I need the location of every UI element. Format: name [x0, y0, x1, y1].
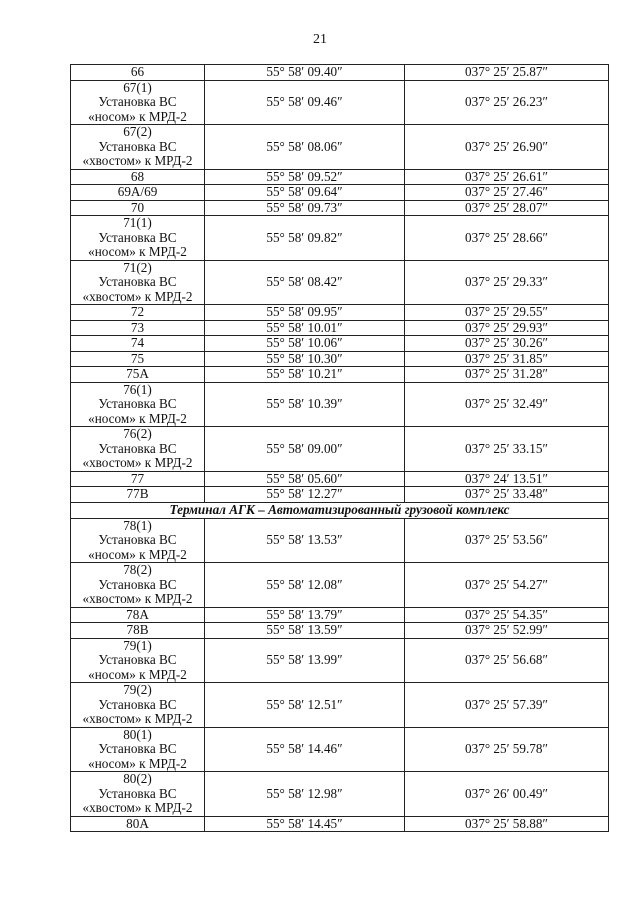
- point-note-line: «носом» к МРД-2: [88, 755, 187, 771]
- point-note-line: Установка ВС: [98, 229, 177, 245]
- point-id-cell: [71, 125, 205, 170]
- latitude-cell: 55° 58′ 13.59″: [205, 623, 405, 639]
- longitude-cell: 037° 25′ 33.48″: [405, 487, 609, 503]
- section-title: Терминал АГК – Автоматизированный грузовой комплекс: [71, 502, 609, 518]
- point-note-line: Установка ВС: [98, 396, 177, 411]
- point-id-cell: [71, 169, 205, 185]
- table-row: [71, 320, 609, 336]
- point-id: 73: [130, 319, 145, 335]
- point-id-cell: [71, 200, 205, 216]
- table-row: [71, 638, 609, 683]
- point-note-line: «хвостом» к МРД-2: [82, 711, 193, 726]
- longitude-cell: 037° 25′ 26.61″: [405, 169, 609, 185]
- point-note-line: Установка ВС: [98, 696, 177, 712]
- longitude-cell: 037° 25′ 59.78″: [405, 727, 609, 772]
- point-id: 67(1): [123, 79, 152, 95]
- point-id: 79(1): [123, 637, 152, 653]
- point-id-cell: [71, 260, 205, 305]
- point-id-cell: [71, 816, 205, 832]
- point-id: 69А/69: [117, 184, 158, 199]
- table-row: [71, 125, 609, 170]
- point-id: 67(2): [123, 124, 152, 139]
- longitude-cell: 037° 25′ 53.56″: [405, 518, 609, 563]
- latitude-cell: 55° 58′ 09.82″: [205, 216, 405, 261]
- point-id-cell: [71, 216, 205, 261]
- latitude-cell: 55° 58′ 13.99″: [205, 638, 405, 683]
- point-note-line: «хвостом» к МРД-2: [82, 455, 193, 470]
- latitude-cell: 55° 58′ 14.46″: [205, 727, 405, 772]
- point-id: 66: [130, 64, 145, 79]
- table-row: [71, 200, 609, 216]
- point-note-line: «хвостом» к МРД-2: [82, 153, 193, 168]
- point-id: 71(2): [123, 259, 152, 275]
- latitude-cell: 55° 58′ 09.64″: [205, 185, 405, 201]
- point-id: 78В: [126, 622, 149, 637]
- point-note-line: «носом» к МРД-2: [88, 244, 187, 259]
- point-id: 76(2): [123, 426, 152, 441]
- table-row: [71, 260, 609, 305]
- table-row: [71, 471, 609, 487]
- point-id-cell: [71, 185, 205, 201]
- table-row: [71, 518, 609, 563]
- table-row: [71, 607, 609, 623]
- point-note-line: Установка ВС: [98, 138, 177, 154]
- latitude-cell: 55° 58′ 10.06″: [205, 336, 405, 352]
- point-id-cell: [71, 336, 205, 352]
- point-note-line: «носом» к МРД-2: [88, 108, 187, 124]
- latitude-cell: 55° 58′ 10.21″: [205, 367, 405, 383]
- point-id: 78(2): [123, 562, 152, 577]
- point-id: 75: [130, 350, 145, 366]
- longitude-cell: 037° 25′ 29.55″: [405, 305, 609, 321]
- latitude-cell: 55° 58′ 09.73″: [205, 200, 405, 216]
- point-id-cell: [71, 607, 205, 623]
- latitude-cell: 55° 58′ 12.08″: [205, 563, 405, 608]
- point-id-cell: [71, 427, 205, 472]
- longitude-cell: 037° 26′ 00.49″: [405, 772, 609, 817]
- point-id-cell: [71, 367, 205, 383]
- longitude-cell: 037° 25′ 27.46″: [405, 185, 609, 201]
- longitude-cell: 037° 25′ 33.15″: [405, 427, 609, 472]
- coordinates-table-body: [71, 65, 609, 832]
- table-row: [71, 623, 609, 639]
- point-note-line: Установка ВС: [98, 741, 177, 756]
- longitude-cell: 037° 25′ 31.85″: [405, 351, 609, 367]
- point-id: 80А: [126, 815, 149, 831]
- point-id-cell: [71, 487, 205, 503]
- point-note-line: Установка ВС: [98, 652, 177, 667]
- point-id: 68: [130, 168, 145, 184]
- point-id: 78(1): [123, 517, 152, 533]
- point-id-cell: [71, 772, 205, 817]
- table-row: [71, 563, 609, 608]
- latitude-cell: 55° 58′ 10.39″: [205, 382, 405, 427]
- point-id-cell: [71, 305, 205, 321]
- longitude-cell: 037° 25′ 28.66″: [405, 216, 609, 261]
- longitude-cell: 037° 25′ 31.28″: [405, 367, 609, 383]
- point-id-cell: [71, 683, 205, 728]
- latitude-cell: 55° 58′ 10.01″: [205, 320, 405, 336]
- table-row: [71, 80, 609, 125]
- point-id: 77: [130, 470, 145, 486]
- page-number: 21: [313, 32, 327, 47]
- table-row: [71, 487, 609, 503]
- point-id: 80(2): [123, 771, 152, 786]
- point-id-cell: [71, 351, 205, 367]
- table-row: [71, 367, 609, 383]
- table-row: [71, 772, 609, 817]
- table-row: [71, 185, 609, 201]
- point-id: 75А: [126, 366, 149, 381]
- point-id: 77В: [126, 486, 149, 501]
- point-id: 79(2): [123, 682, 152, 697]
- longitude-cell: 037° 25′ 29.93″: [405, 320, 609, 336]
- table-row: [71, 727, 609, 772]
- point-note-line: «носом» к МРД-2: [88, 546, 187, 562]
- longitude-cell: 037° 24′ 13.51″: [405, 471, 609, 487]
- latitude-cell: 55° 58′ 05.60″: [205, 471, 405, 487]
- latitude-cell: 55° 58′ 09.52″: [205, 169, 405, 185]
- longitude-cell: 037° 25′ 32.49″: [405, 382, 609, 427]
- point-note-line: «хвостом» к МРД-2: [82, 288, 193, 304]
- section-header-row: [71, 502, 609, 518]
- point-id: 76(1): [123, 381, 152, 397]
- longitude-cell: 037° 25′ 25.87″: [405, 65, 609, 81]
- latitude-cell: 55° 58′ 12.98″: [205, 772, 405, 817]
- point-note-line: «носом» к МРД-2: [88, 666, 187, 682]
- point-id: 80(1): [123, 726, 152, 742]
- point-id-cell: [71, 727, 205, 772]
- point-id-cell: [71, 623, 205, 639]
- latitude-cell: 55° 58′ 09.40″: [205, 65, 405, 81]
- longitude-cell: 037° 25′ 56.68″: [405, 638, 609, 683]
- point-note-line: «хвостом» к МРД-2: [82, 591, 193, 606]
- point-id-cell: [71, 471, 205, 487]
- longitude-cell: 037° 25′ 29.33″: [405, 260, 609, 305]
- table-row: [71, 305, 609, 321]
- longitude-cell: 037° 25′ 26.23″: [405, 80, 609, 125]
- coordinates-table: [70, 64, 609, 832]
- latitude-cell: 55° 58′ 08.06″: [205, 125, 405, 170]
- table-row: [71, 382, 609, 427]
- point-id-cell: [71, 80, 205, 125]
- point-note-line: Установка ВС: [98, 785, 177, 801]
- table-row: [71, 216, 609, 261]
- longitude-cell: 037° 25′ 58.88″: [405, 816, 609, 832]
- latitude-cell: 55° 58′ 12.27″: [205, 487, 405, 503]
- point-note-line: Установка ВС: [98, 576, 177, 592]
- point-id-cell: [71, 638, 205, 683]
- table-row: [71, 65, 609, 81]
- point-id-cell: [71, 518, 205, 563]
- latitude-cell: 55° 58′ 14.45″: [205, 816, 405, 832]
- latitude-cell: 55° 58′ 12.51″: [205, 683, 405, 728]
- longitude-cell: 037° 25′ 28.07″: [405, 200, 609, 216]
- latitude-cell: 55° 58′ 09.46″: [205, 80, 405, 125]
- latitude-cell: 55° 58′ 08.42″: [205, 260, 405, 305]
- longitude-cell: 037° 25′ 54.27″: [405, 563, 609, 608]
- point-note-line: «хвостом» к МРД-2: [82, 800, 193, 815]
- table-row: [71, 169, 609, 185]
- point-id-cell: [71, 563, 205, 608]
- table-row: [71, 351, 609, 367]
- point-note-line: Установка ВС: [98, 94, 177, 109]
- point-note-line: Установка ВС: [98, 440, 177, 456]
- table-row: [71, 683, 609, 728]
- point-note-line: «носом» к МРД-2: [88, 410, 187, 426]
- latitude-cell: 55° 58′ 13.79″: [205, 607, 405, 623]
- point-id-cell: [71, 320, 205, 336]
- point-id: 74: [130, 335, 145, 350]
- latitude-cell: 55° 58′ 09.95″: [205, 305, 405, 321]
- point-id: 71(1): [123, 215, 152, 230]
- longitude-cell: 037° 25′ 54.35″: [405, 607, 609, 623]
- point-id: 78А: [126, 606, 149, 622]
- point-id: 70: [130, 199, 145, 215]
- table-row: [71, 336, 609, 352]
- point-id-cell: [71, 382, 205, 427]
- latitude-cell: 55° 58′ 09.00″: [205, 427, 405, 472]
- longitude-cell: 037° 25′ 26.90″: [405, 125, 609, 170]
- longitude-cell: 037° 25′ 52.99″: [405, 623, 609, 639]
- longitude-cell: 037° 25′ 30.26″: [405, 336, 609, 352]
- table-row: [71, 816, 609, 832]
- latitude-cell: 55° 58′ 13.53″: [205, 518, 405, 563]
- longitude-cell: 037° 25′ 57.39″: [405, 683, 609, 728]
- point-id: 72: [130, 304, 145, 319]
- point-id-cell: [71, 65, 205, 81]
- table-row: [71, 427, 609, 472]
- latitude-cell: 55° 58′ 10.30″: [205, 351, 405, 367]
- point-note-line: Установка ВС: [98, 274, 177, 289]
- point-note-line: Установка ВС: [98, 532, 177, 547]
